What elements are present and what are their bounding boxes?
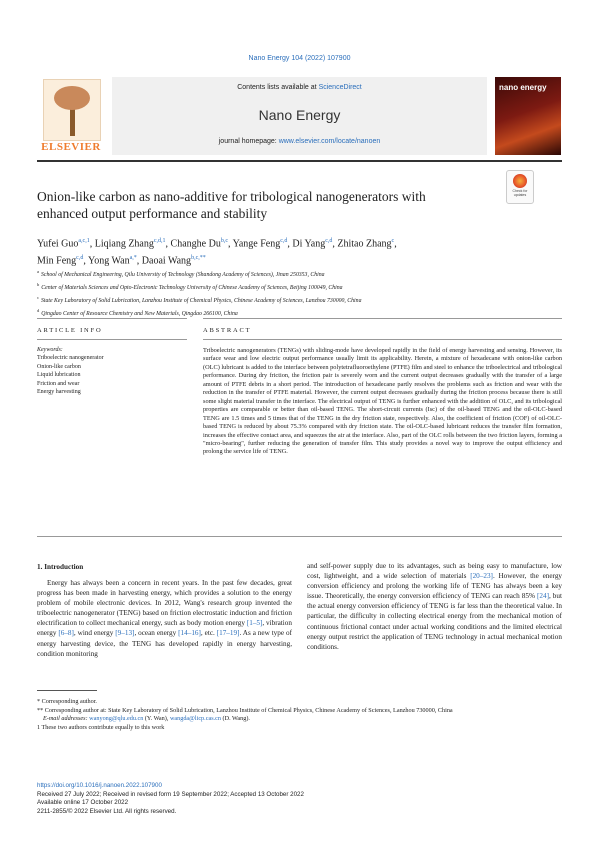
masthead-divider	[37, 160, 562, 162]
author-affiliation-marker[interactable]: b,c,**	[191, 255, 206, 262]
author-sep: ,	[394, 238, 397, 250]
body-text: , etc.	[200, 629, 217, 638]
masthead-center	[112, 77, 487, 155]
keyword-item: Friction and wear	[37, 380, 80, 387]
affiliation-item	[37, 267, 562, 280]
author-name[interactable]: Di Yang	[292, 238, 326, 250]
citation-link[interactable]: [24]	[537, 592, 549, 601]
journal-citation[interactable]: Nano Energy 104 (2022) 107900	[248, 55, 351, 62]
affiliation-text: State Key Laboratory of Solid Lubrication, Lanzhou Institute of Chemical Physics, Chinese Academy of Sciences, Lanzhou 730000, China	[41, 297, 362, 304]
abstract-rule	[203, 318, 562, 319]
doi-link[interactable]: https://doi.org/10.1016/j.nanoen.2022.107900	[37, 782, 162, 789]
body-text: , vibration energy	[37, 619, 292, 638]
citation-link[interactable]: [14–16]	[178, 629, 201, 638]
author-name[interactable]: Zhitao Zhang	[337, 238, 392, 250]
keyword-item: Triboelectric nanogenerator	[37, 355, 104, 362]
affiliations	[37, 267, 562, 319]
author-name[interactable]: Liqiang Zhang	[94, 238, 154, 250]
footnote-equal-contribution: 1 These two authors contribute equally to this work	[37, 723, 165, 731]
copyright: 2211-2855/© 2022 Elsevier Ltd. All rights reserved.	[37, 808, 177, 816]
email-link[interactable]: wangda@licp.cas.cn	[169, 715, 221, 723]
author-sep: ,	[165, 238, 171, 250]
sciencedirect-link[interactable]: ScienceDirect	[318, 84, 362, 91]
author-affiliation-marker[interactable]: a,c,1	[78, 238, 90, 244]
author-name[interactable]: Changhe Du	[170, 238, 221, 250]
citation-link[interactable]: [6–8]	[58, 629, 74, 638]
crossmark-icon	[513, 174, 527, 188]
elsevier-logo	[37, 77, 105, 155]
footnote-corresponding: * Corresponding author.	[37, 698, 97, 705]
author-sep: ,	[83, 255, 88, 267]
body-text: , ocean energy	[134, 629, 179, 638]
author-affiliation-marker[interactable]: a,*	[129, 255, 137, 262]
body-text: Energy has always been a concern in recent years. In the past few decades, great progress has been made in harvesting energy, which provides a solution to the energy problem of mobile electronic devices. In 2012, Wang's research group invented the triboelectric nanogenerator (TENG) based on friction electrostatic induction and friction electrification to collect mechanical energy, such as body motion energy	[37, 579, 292, 628]
available-online: Available online 17 October 2022	[37, 799, 129, 807]
author-name[interactable]: Yufei Guo	[37, 238, 79, 250]
author-sep: ,	[332, 238, 338, 250]
abstract-subrule	[203, 339, 562, 340]
keywords-block	[37, 346, 187, 396]
author-affiliation-marker[interactable]: c,d	[76, 255, 84, 262]
body-text: . As a new type of energy harvesting device, the TENG has developed rapidly in energy harvesting, condition monitoring	[37, 629, 292, 658]
publisher-wordmark: ELSEVIER	[41, 141, 101, 153]
citation-link[interactable]: [9–13]	[115, 629, 135, 638]
author-affiliation-marker[interactable]: c,d	[280, 238, 288, 244]
body-text: , but the actual energy conversion efficiency of TENG is far less than the theoretical value. In particular, the difficulty in collecting electrical energy from the mechanical motion of continuous frictional contact under actual working conditions and the limited electrical energy output restrict the application of TENG technology in actual mechanical motion conditions.	[307, 592, 562, 651]
body-text: and self-power supply due to its advantages, such as being easy to manufacture, low cost, lightweight, and a wide selection of materials	[307, 562, 562, 581]
keyword-item: Onion-like carbon	[37, 363, 81, 370]
affiliation-item	[37, 306, 562, 319]
section-heading-introduction: 1. Introduction	[37, 563, 84, 571]
email-link[interactable]: wanyong@qlu.edu.cn	[89, 715, 144, 723]
journal-masthead	[37, 77, 562, 157]
author-affiliation-marker[interactable]: b,c	[220, 238, 228, 244]
affiliation-text: School of Mechanical Engineering, Qilu University of Technology (Shandong Academy of Sciences), Jinan 250353, China	[41, 271, 325, 278]
author-name[interactable]: Daoai Wang	[141, 255, 192, 267]
keywords-label: Keywords:	[37, 347, 63, 353]
author-sep: ,	[136, 255, 142, 267]
body-text: , wind energy	[73, 629, 116, 638]
footnotes	[37, 698, 562, 732]
article-title: Onion-like carbon as nano-additive for tribological nanogenerators with enhanced output performance and stability	[37, 189, 426, 221]
affiliation-item	[37, 280, 562, 293]
affiliation-key: b	[37, 281, 40, 287]
affiliation-item	[37, 293, 562, 306]
abstract-text: Triboelectric nanogenerators (TENGs) with sliding-mode have developed rapidly in the field of energy harvesting and sensing. However, its surface wear and low electric output performance usually limit its applicability. Herein, a mixture of hexadecane with onion-like carbon (OLC) lubricant is added to the interface between polytetrafluoroethylene (PTFE) film and steel to enhance the triboelectrical and tribological performance. During dry friction, the friction pair is severely worn and the current output decreases gradually with the transfer of a large amount of PTFE debris in a short period. The introduction of hexadecane partly resolves the problems such as friction and wear with the reduction in the transfer of PTFE material. However, the current output decreases gradually during the friction process because there is still some slight material transfer in the interface. The electrical output of TENG is further enhanced with the addition of OLC, and its tribological properties are comparable or better than oil-based TENG. The short-circuit currents (Isc) of the oil-based TENG and the oil-OLC-based TENG are 1.5 times and 5 times that of the TENG in the dry friction state, respectively. Also, the coefficient of friction (COF) of oil-OLC-based TENG is reduced by about 75.3% compared with dry friction state. The oil-OLC-based lubricant reduces the transfer film formation, increases the effective contact area, and squeezes the air at the interface. Also, part of the OLC rolls between the two friction layers, forming a "micro-bearing", further reducing the generation of transfer film. This study provides a novel way to improve the output efficiency and prolong the service life of TENG.	[203, 347, 562, 456]
abstract-bottom-rule	[37, 536, 562, 537]
citation-link[interactable]: [17–19]	[216, 629, 240, 638]
body-text: . However, the energy conversion efficiency and prolong the working life of TENG has always been a key issue. Theoretically, the energy conversion efficiency of TENG can reach 85%	[307, 572, 563, 601]
footnote-emails: E-mail addresses: wanyong@qlu.edu.cn (Y. Wan), wangda@licp.cas.cn (D. Wang).	[43, 715, 250, 723]
keyword-item: Liquid lubrication	[37, 372, 81, 379]
intro-right-column	[307, 561, 562, 652]
affiliation-key: a	[37, 269, 39, 274]
homepage-line: journal homepage: www.elsevier.com/locate/nanoen	[218, 138, 381, 145]
contents-line: Contents lists available at ScienceDirect	[237, 84, 362, 91]
journal-name: Nano Energy	[258, 107, 341, 123]
affiliation-key: d	[37, 307, 40, 313]
article-info-heading: ARTICLE INFO	[37, 327, 103, 334]
author-list	[37, 234, 562, 269]
citation-link[interactable]: [20–23]	[470, 572, 493, 581]
affiliation-text: Qingdao Center of Resource Chemistry and New Materials, Qingdao 266100, China	[41, 310, 238, 317]
document-info	[37, 782, 562, 817]
footnote-corresponding-2: ** Corresponding author at: State Key Laboratory of Solid Lubrication, Lanzhou Institute of Chemical Physics, Chinese Academy of Sciences, Lanzhou 730000, China	[37, 706, 453, 714]
keyword-item: Energy harvesting	[37, 389, 81, 396]
check-for-updates-badge[interactable]	[506, 170, 534, 204]
article-info-rule	[37, 318, 187, 319]
abstract-heading: ABSTRACT	[203, 327, 252, 334]
author-affiliation-marker[interactable]: c,d	[325, 238, 333, 244]
affiliation-key: c	[37, 294, 39, 300]
footnote-rule	[37, 690, 97, 691]
author-name[interactable]: Yong Wan	[87, 255, 130, 267]
article-info-subrule	[37, 339, 187, 340]
elsevier-tree-icon	[43, 79, 101, 141]
author-name[interactable]: Yange Feng	[232, 238, 281, 250]
affiliation-text: Center of Materials Sciences and Opto-Electronic Technology University of Chinese Academy of Sciences, Beijing 100049, China	[41, 284, 343, 291]
author-affiliation-marker[interactable]: c	[391, 238, 395, 244]
author-affiliation-marker[interactable]: c,d,1	[153, 238, 166, 244]
cover-title: nano energy	[499, 83, 547, 92]
author-sep: ,	[89, 238, 95, 250]
author-name[interactable]: Min Feng	[37, 255, 77, 267]
check-updates-label: Check for updates	[512, 189, 528, 197]
author-sep: ,	[228, 238, 233, 250]
journal-cover-image[interactable]	[495, 77, 561, 155]
intro-left-column	[37, 578, 292, 659]
citation-link[interactable]: [1–5]	[246, 619, 263, 628]
received-dates: Received 27 July 2022; Received in revised form 19 September 2022; Accepted 13 October 2022	[37, 790, 304, 798]
author-sep: ,	[287, 238, 293, 250]
journal-homepage-link[interactable]: www.elsevier.com/locate/nanoen	[278, 138, 381, 145]
